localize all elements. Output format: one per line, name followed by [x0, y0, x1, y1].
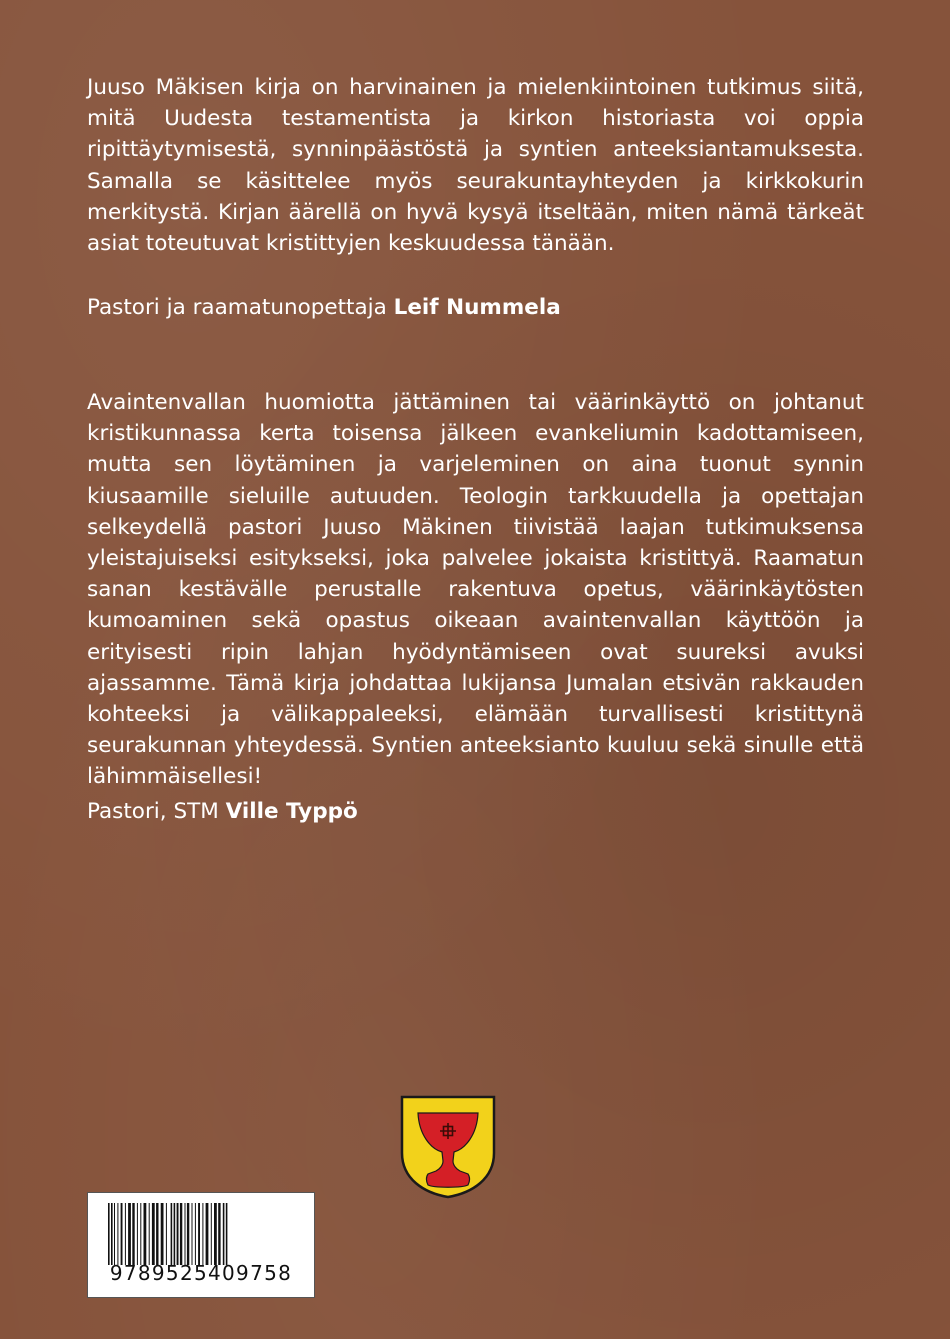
endorsement-1-text: Juuso Mäkisen kirja on harvinainen ja mielenkiintoinen tutkimus siitä, mitä Uudesta testamentista ja kirkon historiasta voi oppia ripittäytymisestä, synninpäästöstä ja syntien anteeksiantamuksesta. Samalla se käsittelee myös seurakuntayhteyden ja kirkkokurin merkitystä. Kirjan äärellä on hyvä kysyä itseltään, miten nämä tärkeät asiat toteutuvat kristittyjen keskuudessa tänään. — [87, 75, 864, 257]
barcode-bar — [111, 1203, 113, 1265]
barcode-bar — [218, 1203, 220, 1265]
endorsement-2-author-name: Ville Typpö — [225, 799, 358, 824]
barcode-bar — [206, 1203, 209, 1265]
barcode-bar — [211, 1203, 212, 1265]
barcode-bar — [144, 1203, 147, 1265]
barcode-bar — [185, 1203, 186, 1265]
barcode-bar — [108, 1203, 110, 1265]
endorsement-2-author-title: Pastori, STM — [87, 799, 219, 824]
endorsement-1-author-title: Pastori ja raamatunopettaja — [87, 295, 387, 320]
barcode-bar — [177, 1203, 179, 1265]
barcode-bar — [192, 1203, 193, 1265]
isbn-barcode — [87, 1192, 315, 1298]
barcode-bar — [128, 1203, 131, 1265]
barcode-bar — [198, 1203, 200, 1265]
chalice-crest-icon — [400, 1095, 496, 1199]
barcode-bar — [171, 1203, 173, 1265]
barcode-bar — [223, 1203, 225, 1265]
barcode-bars — [106, 1203, 296, 1265]
barcode-bar — [137, 1203, 138, 1265]
barcode-bar — [187, 1203, 189, 1265]
barcode-bar — [174, 1203, 176, 1265]
endorsement-2-text: Avaintenvallan huomiotta jättäminen tai väärinkäyttö on johtanut kristikunnassa kerta toisensa jälkeen evankeliumin kadottamiseen, mutta sen löytäminen ja varjeleminen on aina tuonut synnin kiusaamille sieluille autuuden. Teologin tarkkuudella ja opettajan selkeydellä pastori Juuso Mäkinen tiivistää laajan tutkimuksensa yleistajuiseksi esitykseksi, joka palvelee jokaista kristittyä. Raamatun sanan kestävälle perustalle rakentuva opetus, väärinkäytösten kumoaminen sekä opastus oikeaan avaintenvallan käyttöön ja erityisesti ripin lahjan hyödyntämiseen ovat suureksi avuksi ajassamme. Tämä kirja johdattaa lukijansa Jumalan etsivän rakkauden kohteeksi ja välikappaleeksi, elämään turvallisesti kristittynä seurakunnan yhteydessä. Syntien anteeksianto kuuluu sekä sinulle että lähimmäisellesi! — [87, 390, 864, 790]
barcode-bar — [156, 1203, 158, 1265]
barcode-bar — [161, 1203, 164, 1265]
endorsement-1-signature — [87, 292, 864, 323]
barcode-bar — [166, 1203, 167, 1265]
barcode-bar — [121, 1203, 123, 1265]
barcode-bar — [180, 1203, 182, 1265]
barcode-bar — [149, 1203, 150, 1265]
barcode-bar — [117, 1203, 118, 1265]
barcode-bar — [132, 1203, 134, 1265]
endorsement-2-signature — [87, 796, 864, 827]
isbn-number: 9789525409758 — [109, 1261, 293, 1285]
barcode-bar — [114, 1203, 115, 1265]
barcode-bar — [202, 1203, 203, 1265]
barcode-bar — [226, 1203, 228, 1265]
barcode-bar — [152, 1203, 155, 1265]
barcode-bar — [214, 1203, 217, 1265]
barcode-bar — [140, 1203, 141, 1265]
barcode-bar — [195, 1203, 196, 1265]
endorsement-1-author-name: Leif Nummela — [393, 295, 561, 320]
barcode-bar — [125, 1203, 126, 1265]
